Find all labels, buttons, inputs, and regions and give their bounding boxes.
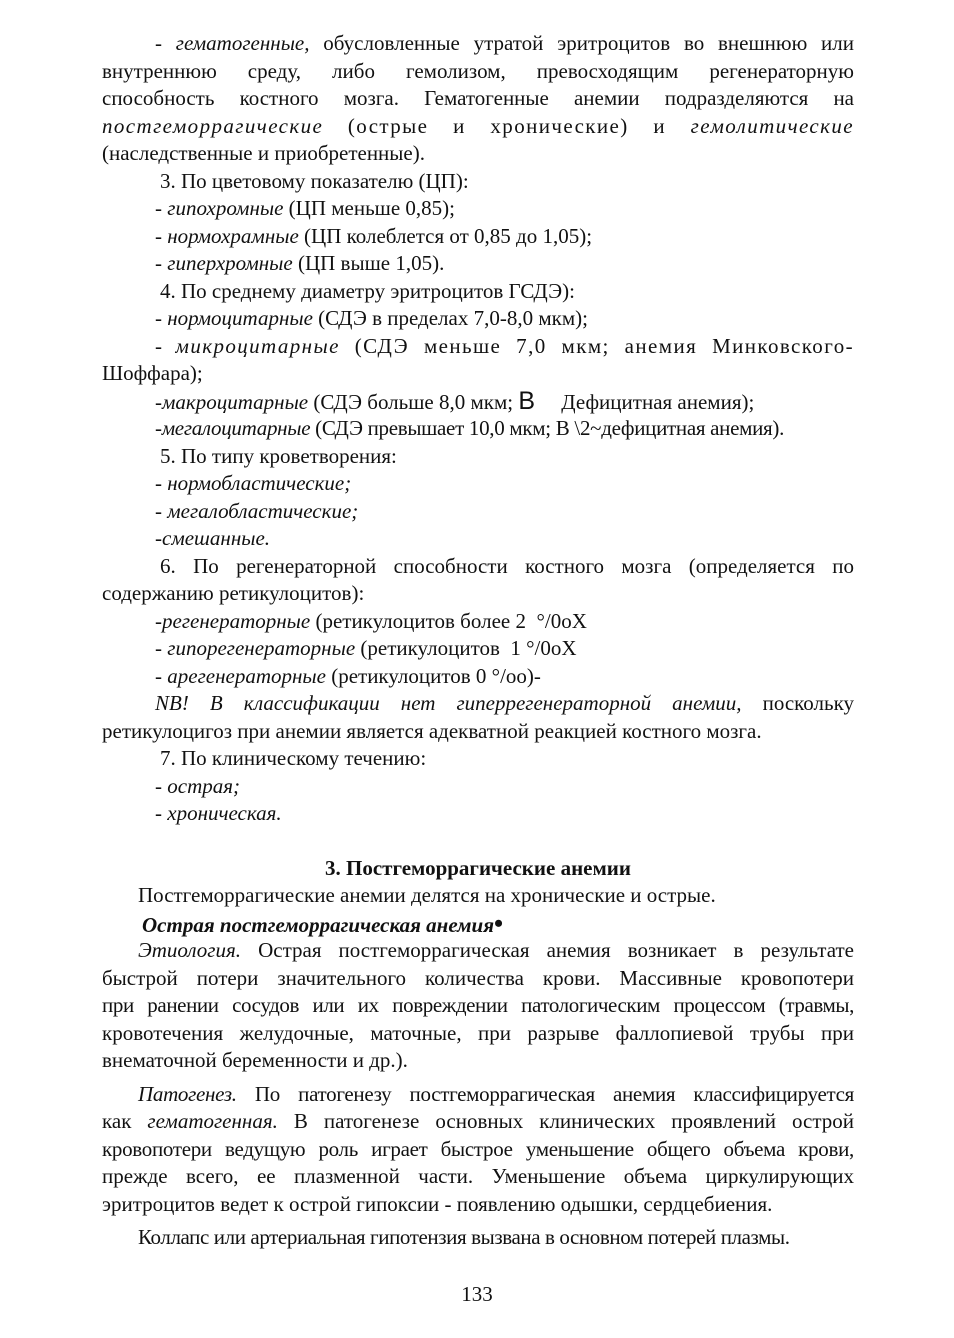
text-line: - гематогенные, обусловленные утратой эритроцитов во внешнюю или [155, 31, 854, 55]
note-line: NB! В классификации нет гиперрегенераторной анемии, поскольку [155, 691, 854, 715]
text-line: Шоффара); [102, 361, 203, 385]
list-heading: 5. По типу кроветворения: [160, 443, 397, 468]
list-item: -регенераторные (ретикулоцитов более 2 °/0оХ [155, 608, 587, 633]
list-item: - острая; [155, 773, 240, 798]
list-item: -мегалоцитарные (СДЭ превышает 10,0 мкм; В \2~дефицитная анемия). [155, 416, 785, 440]
text-line: постгеморрагические (острые и хронические) и гемолитические [102, 113, 854, 138]
list-item: - гипохромные (ЦП меньше 0,85); [155, 196, 455, 220]
paragraph-line: кровотечения желудочные, маточные, при разрыве фаллопиевой трубы при [102, 1020, 854, 1045]
paragraph-line: Коллапс или артериальная гипотензия вызвана в основном потерей плазмы. [138, 1225, 790, 1249]
list-heading: 3. По цветовому показателю (ЦП): [160, 168, 469, 193]
paragraph-line: внематочной беременности и др.). [102, 1048, 408, 1072]
list-item: - арегенераторные (ретикулоцитов 0 °/оо)- [155, 663, 541, 688]
text-line: ретикулоцигоз при анемии является адекватной реакцией костного мозга. [102, 718, 762, 743]
paragraph-line: эритроцитов ведет к острой гипоксии - появлению одышки, сердцебиения. [102, 1191, 773, 1216]
paragraph-line: Патогенез. По патогенезу постгеморрагическая анемия классифицируется [138, 1081, 854, 1106]
text-line: способность костного мозга. Гематогенные анемии подразделяются на [102, 86, 854, 110]
page-number: 133 [461, 1282, 493, 1306]
list-item: -макроцитарные (СДЭ больше 8,0 мкм; В Дефицитная анемия); [155, 386, 755, 415]
subsection-heading: Острая постгеморрагическая анемия• [142, 908, 504, 938]
paragraph-line: прежде всего, ее плазменной части. Уменьшение объема циркулирующих [102, 1164, 854, 1188]
paragraph-line: кровопотери ведущую роль играет быстрое уменьшение общего объема крови, [102, 1136, 854, 1161]
paragraph-line: быстрой потери значительного количества крови. Массивные кровопотери [102, 965, 854, 990]
section-intro: Постгеморрагические анемии делятся на хронические и острые. [138, 883, 716, 907]
list-item: - мегалобластические; [155, 498, 359, 523]
section-heading: 3. Постгеморрагические анемии [324, 855, 631, 880]
list-item: - хроническая. [155, 801, 282, 825]
list-item: - нормохрамные (ЦП колеблется от 0,85 до 1,05); [155, 223, 593, 248]
page-body [102, 30, 854, 1252]
list-item: - нормобластические; [155, 471, 352, 495]
text-line: внутреннюю среду, либо гемолизом, превосходящим регенераторную [102, 58, 854, 83]
list-item: - микроцитарные (СДЭ меньше 7,0 мкм; анемия Минковского- [155, 333, 854, 358]
paragraph-line: при ранении сосудов или их повреждении патологическим процессом (травмы, [102, 993, 854, 1017]
list-heading: 7. По клиническому течению: [160, 746, 427, 770]
paragraph-line: как гематогенная. В патогенезе основных клинических проявлений острой [102, 1109, 854, 1133]
list-item: - гиперхромные (ЦП выше 1,05). [155, 251, 445, 275]
text-line: (наследственные и приобретенные). [102, 141, 425, 165]
list-item: -смешанные. [155, 526, 271, 550]
list-item: - гипорегенераторные (ретикулоцитов 1 °/0оХ [155, 636, 577, 660]
paragraph-line: Этиология. Острая постгеморрагическая анемия возникает в результате [138, 938, 854, 962]
list-item: - нормоцитарные (СДЭ в пределах 7,0-8,0 мкм); [155, 306, 588, 330]
list-heading: 4. По среднему диаметру эритроцитов ГСДЭ): [160, 278, 575, 303]
text-line: содержанию ретикулоцитов): [102, 581, 365, 605]
list-heading: 6. По регенераторной способности костного мозга (определяется по [160, 553, 854, 578]
